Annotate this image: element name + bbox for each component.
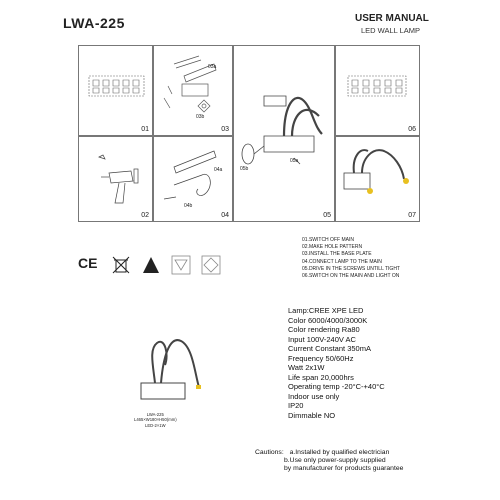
weee-bin-icon [111,255,131,275]
spec-line: Color rendering Ra80 [288,325,360,334]
label-05b: 05b [240,166,249,172]
base-plate-drawing [154,46,232,135]
step: 01.SWITCH OFF MAIN [302,237,354,243]
step: 06.SWITCH ON THE MAIN AND LIGHT ON [302,273,400,280]
spec-line: Life span 20,000hrs [288,372,354,382]
caption-line: LWA-225 [146,412,164,417]
panel-01 [78,45,153,136]
spec-line: Color 6000/4000/3000K [288,315,368,325]
spec-line: Current Constant 350mA [288,344,371,353]
lamp-lit-drawing [336,137,419,221]
label-05a: 05a [290,158,299,164]
lamp-head-left [367,188,373,194]
step: 02.MAKE HOLE PATTERN [302,244,363,251]
caution-text: b.Use only power-supply supplied [284,457,386,464]
model-number: LWA-225 [63,15,125,31]
drill-drawing [79,137,152,221]
caution-label: Cautions: [255,449,284,456]
cautions [255,449,403,473]
specifications [288,306,385,420]
lamp-mounting-drawing [234,46,334,221]
product-illustration [135,325,215,415]
installer-warning-icon [141,255,161,275]
label-03a: 03a [208,64,217,70]
wiring-drawing [154,137,232,221]
product-caption [134,412,177,428]
spec-line: Watt 2x1W [288,363,325,372]
triangle-down-icon [171,255,191,275]
caption-line: L465×W180×H50(mm) [134,417,177,423]
panel-number: 04 [221,212,229,219]
caution-text: by manufacturer for products guarantee [284,465,404,472]
lamp-base [141,383,185,399]
panel-number: 07 [408,212,416,219]
step: 03.INSTALL THE BASE PLATE [302,251,372,258]
panel-number: 06 [408,126,416,133]
panel-04 [153,136,233,222]
panel-number: 01 [141,126,149,133]
light-on-drawing [336,46,419,135]
step: 05.DRIVE IN THE SCREWS UNTILL TIGHT [302,265,400,272]
ce-mark-icon: CE [78,255,98,271]
manual-title: USER MANUAL [355,13,429,24]
diamond-icon [201,255,221,275]
panel-number: 02 [141,212,149,219]
lamp-head-right [403,178,409,184]
panel-07 [335,136,420,222]
spec-line: Lamp:CREE XPE LED [288,306,364,315]
step: 04.CONNECT LAMP TO THE MAIN [302,258,382,265]
caution-text: a.Installed by qualified electrician [289,449,390,456]
caution-line-a [255,449,403,457]
spec-line: Dimmable NO [288,410,336,420]
caption-line: LED-2×1W [144,422,166,428]
lamp-head-icon [196,385,201,389]
manual-subtitle: LED WALL LAMP [361,26,421,35]
spec-line: Indoor use only [288,391,340,401]
panel-02 [78,136,153,222]
panel-03 [153,45,233,136]
panel-number: 03 [221,126,229,133]
panel-06 [335,45,420,136]
spec-line: Input 100V-240V AC [288,334,356,344]
label-03b: 03b [196,114,205,120]
spec-line: IP20 [288,401,304,410]
hole-pattern-drawing [79,46,152,135]
spec-line: Operating temp -20°C-+40°C [288,382,385,391]
installation-steps [302,237,400,280]
label-04a: 04a [214,167,223,173]
label-04b: 04b [184,203,193,209]
panel-number: 05 [323,212,331,219]
panel-05 [233,45,335,222]
spec-line: Frequency 50/60Hz [288,353,354,363]
